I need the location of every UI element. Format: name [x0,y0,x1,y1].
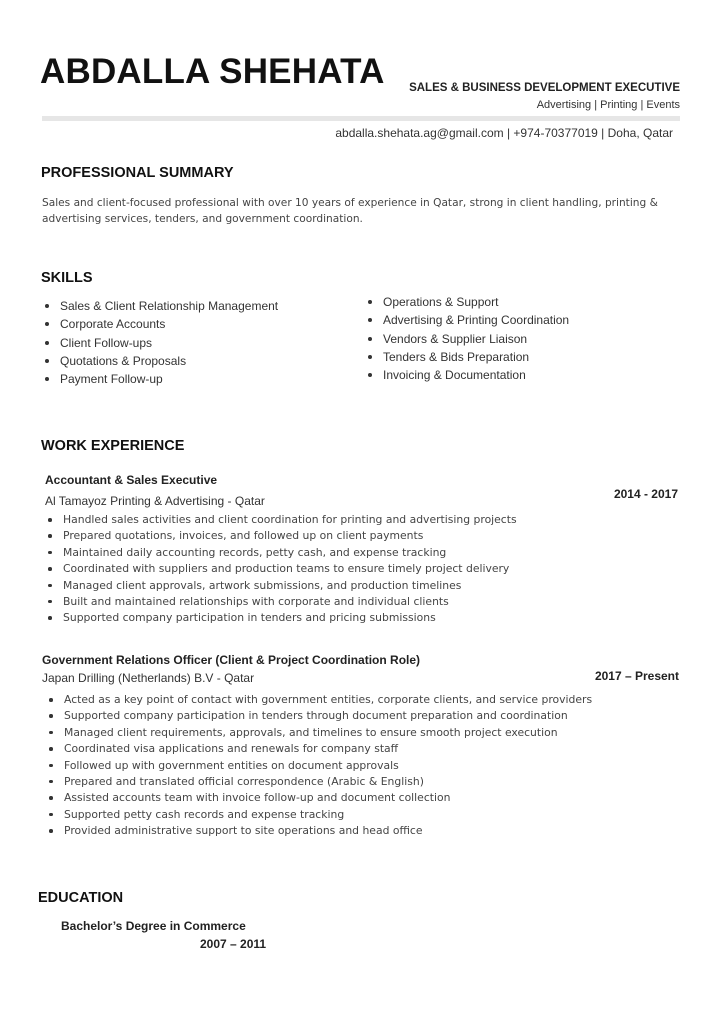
degree: Bachelor’s Degree in Commerce [61,919,246,933]
job-bullet: Assisted accounts team with invoice follow-up and document collection [49,790,592,806]
job-bullet: Built and maintained relationships with corporate and individual clients [48,594,517,610]
job-bullet: Coordinated with suppliers and production teams to ensure timely project delivery [48,561,517,577]
skill-item: Vendors & Supplier Liaison [368,330,569,348]
job-dates: 2017 – Present [594,669,679,683]
skills-left-list [45,297,278,388]
job-bullet: Supported petty cash records and expense tracking [49,807,592,823]
job-bullet: Handled sales activities and client coordination for printing and advertising projects [48,512,517,528]
contact-line: abdalla.shehata.ag@gmail.com | +974-70377019 | Doha, Qatar [335,126,673,140]
education-heading: EDUCATION [38,890,124,906]
skill-item: Sales & Client Relationship Management [45,297,278,315]
summary-heading: PROFESSIONAL SUMMARY [41,165,234,181]
job-bullet: Coordinated visa applications and renewals for company staff [49,741,592,757]
skill-item: Advertising & Printing Coordination [368,311,569,329]
job-bullet: Followed up with government entities on document approvals [49,758,592,774]
job-bullet: Acted as a key point of contact with government entities, corporate clients, and service providers [49,692,592,708]
job-bullet: Supported company participation in tenders and pricing submissions [48,610,517,626]
skills-heading: SKILLS [41,270,93,286]
job-bullets [49,692,592,840]
job-bullets [48,512,517,627]
job-company: Al Tamayoz Printing & Advertising - Qatar [45,494,265,508]
skill-item: Operations & Support [368,293,569,311]
job-title: Accountant & Sales Executive [45,473,218,487]
skills-right-list [368,293,569,384]
job-company: Japan Drilling (Netherlands) B.V - Qatar [42,671,255,685]
job-bullet: Provided administrative support to site operations and head office [49,823,592,839]
header-divider [42,116,680,121]
summary-text: Sales and client-focused professional with over 10 years of experience in Qatar, strong in client handling, printing & advertising services, tenders, and government coordination. [42,197,658,225]
skill-item: Invoicing & Documentation [368,366,569,384]
skill-item: Tenders & Bids Preparation [368,348,569,366]
skill-item: Payment Follow-up [45,370,278,388]
job-title: SALES & BUSINESS DEVELOPMENT EXECUTIVE [409,82,680,94]
job-dates: 2014 - 2017 [613,487,678,501]
skill-item: Corporate Accounts [45,315,278,333]
candidate-name: ABDALLA SHEHATA [40,52,385,91]
job-bullet: Managed client requirements, approvals, and timelines to ensure smooth project execution [49,725,592,741]
job-bullet: Prepared and translated official correspondence (Arabic & English) [49,774,592,790]
education-dates: 2007 – 2011 [200,937,267,951]
job-bullet: Supported company participation in tenders through document preparation and coordination [49,708,592,724]
experience-heading: WORK EXPERIENCE [41,438,185,454]
job-title: Government Relations Officer (Client & Project Coordination Role) [42,653,421,667]
skill-item: Client Follow-ups [45,334,278,352]
job-subtitle: Advertising | Printing | Events [536,99,680,111]
job-bullet: Managed client approvals, artwork submissions, and production timelines [48,578,517,594]
skill-item: Quotations & Proposals [45,352,278,370]
job-bullet: Maintained daily accounting records, petty cash, and expense tracking [48,545,517,561]
job-bullet: Prepared quotations, invoices, and followed up on client payments [48,528,517,544]
